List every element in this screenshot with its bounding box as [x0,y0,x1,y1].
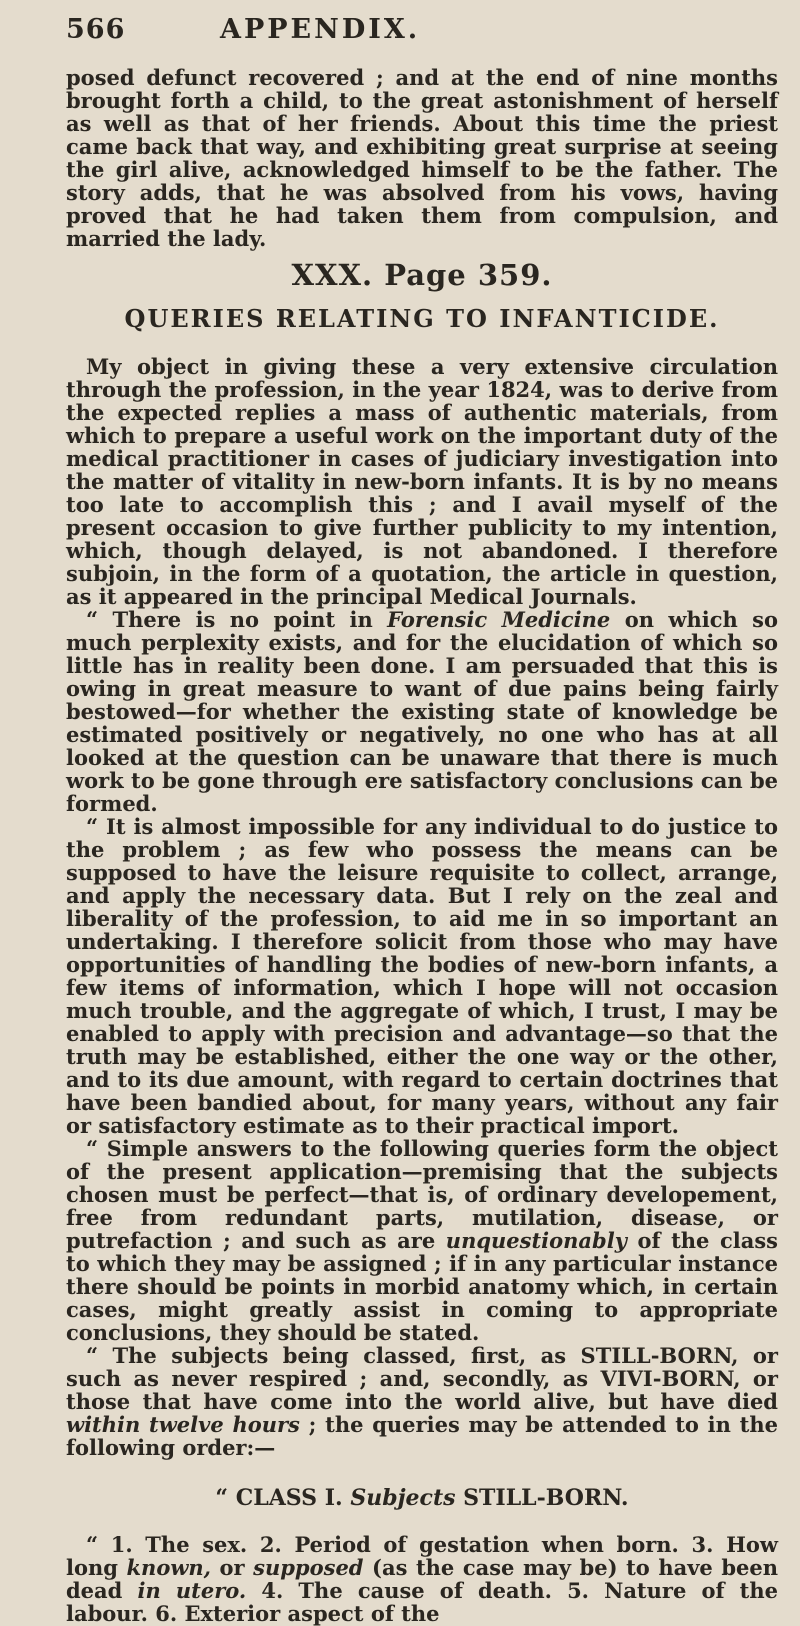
paragraph-intro: My object in giving these a very extensive circulation through the profession, in the year 1824, was to derive from the expected replies a mass of authentic materials, from which to prepare a useful work on the important duty of the medical practitioner in cases of judiciary investigation into the matter of vitality in new-born infants. It is by no means too late to accomplish this ; and I avail myself of the present occasion to give further publicity to my intention, which, though delayed, is not abandoned. I therefore subjoin, in the form of a quotation, the article in question, as it appeared in the principal Medical Journals. [66,354,778,609]
paragraph-quote-2: “ It is almost impossible for any individual to do justice to the problem ; as few who possess the means can be supposed to have the leisure requisite to collect, arrange, and apply the necessary data. But I rely on the zeal and liberality of the profession, to aid me in so important an undertaking. I therefore solicit from those who may have opportunities of handling the bodies of new-born infants, a few items of information, which I hope will not occasion much trouble, and the aggregate of which, I trust, I may be enabled to apply with precision and advantage—so that the truth may be established, either the one way or the other, and to its due amount, with regard to certain doctrines that have been bandied about, for many years, without any fair or satisfactory estimate as to their practical import. [66,814,778,1138]
text-run: “ The subjects being classed, first, as STILL-BORN, or such as never respired ; and, secondly, as VIVI-BORN, or those that have come into the world alive, but have died [66,1343,778,1414]
italic-run: known, [126,1555,211,1580]
text-run: 4. The cause of death. 5. Nature of the labour. 6. Exterior aspect of the [66,1578,778,1626]
text-run: (as the case may be) to have been dead [66,1555,778,1603]
page-body [66,66,778,1625]
section-title: QUERIES RELATING TO INFANTICIDE. [124,304,720,333]
text-run: or [210,1555,254,1580]
class-heading [66,1485,778,1511]
text-run: “ CLASS I. [215,1485,351,1511]
text-run: “ 1. The sex. 2. Period of gestation when born. 3. How long [66,1532,778,1580]
paragraph-quote-3 [66,1137,778,1344]
text-run: ; the queries may be attended to in the following order:— [66,1412,779,1460]
paragraph-continued: posed defunct recovered ; and at the end of nine months brought forth a child, to the great astonishment of herself as well as that of her friends. About this time the priest came back that way, and exhibiting great surprise at seeing the girl alive, acknowledged himself to be the father. The story adds, that he was absolved from his vows, having proved that he had taken them from compulsion, and married the lady. [66,65,778,251]
page-number: 566 [66,14,126,45]
italic-run: within twelve hours [66,1412,300,1437]
italic-run: Forensic Medicine [387,607,611,632]
italic-run: supposed [253,1555,364,1580]
running-head [66,14,666,54]
text-run: “ There is no point in [86,607,388,632]
text-run: of the class to which they may be assigned ; if in any particular instance there should be points in morbid anatomy which, in certain cases, might greatly assist in coming to appropriate conclusions, they should be stated. [66,1228,778,1345]
running-title: APPENDIX. [220,14,421,45]
section-number: XXX. Page 359. [291,258,553,292]
paragraph-quote-1 [66,608,778,815]
text-run: STILL-BORN. [455,1485,629,1511]
text-run: “ Simple answers to the following queries form the object of the present application—premising that the subjects chosen must be perfect—that is, of ordinary developement, free from redundant parts, mutilation, disease, or putrefaction ; and such as are [66,1136,778,1253]
paragraph-quote-4 [66,1344,778,1459]
paragraph-queries [66,1533,778,1625]
italic-run: unquestionably [445,1228,627,1253]
italic-run: in utero. [137,1578,247,1603]
text-run: on which so much perplexity exists, and for the elucidation of which so little has in reality been done. I am persuaded that this is owing in great measure to want of due pains being fairly bestowed—for whether the existing state of knowledge be estimated positively or negatively, no one who has at all looked at the question can be unaware that there is much work to be gone through ere satisfactory conclusions can be formed. [66,607,778,816]
italic-run: Subjects [350,1485,456,1511]
